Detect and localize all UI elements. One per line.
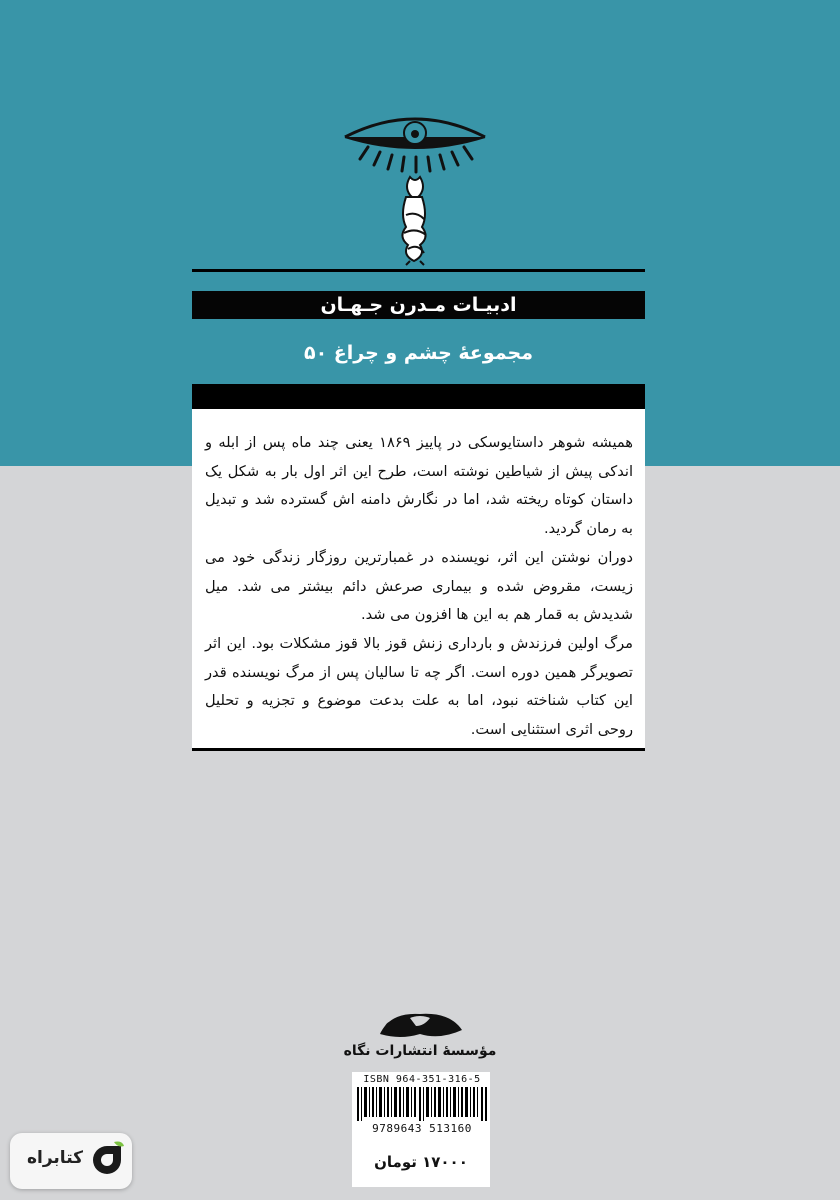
- price-label: ۱۷۰۰۰ تومان: [374, 1153, 468, 1171]
- publisher-logo-icon: [370, 1004, 470, 1044]
- blurb-text: [205, 429, 633, 745]
- collection-title: مجموعهٔ چشم و چراغ ۵۰: [303, 342, 533, 364]
- bottom-divider: [192, 748, 645, 751]
- black-bar: [192, 384, 645, 409]
- blurb-paragraph-2: دوران نوشتن این اثر، نویسنده در غمبارترین روزگار زندگی خود می زیست، مقروض شده و بیماری صرعش دائم بیشتر می شد. میل شدیدش به قمار هم به این ها افزون می شد.: [205, 548, 633, 624]
- watermark-text: کتابراه: [26, 1148, 84, 1168]
- publisher-name: مؤسسهٔ انتشارات نگاه: [343, 1043, 497, 1059]
- eye-lamp-emblem-icon: [340, 115, 490, 275]
- series-title: ادبیـات مـدرن جـهـان: [192, 291, 645, 319]
- top-divider: [192, 269, 645, 272]
- barcode-icon: [357, 1087, 487, 1121]
- blurb-paragraph-3: مرگ اولین فرزندش و بارداری زنش قوز بالا قوز مشکلات بود. این اثر تصویرگر همین دوره است. اگر چه تا سالیان پس از مرگ نویسنده قدر این کتاب شناخته نبود، اما به علت بدعت موضوع و تجزیه و تحلیل روحی اثری استثنایی است.: [205, 634, 633, 739]
- blurb-paragraph-1: همیشه شوهر داستایوسکی در پاییز ۱۸۶۹ یعنی چند ماه پس از ابله و اندکی پیش از شیاطین نوشته است، طرح این اثر اول بار به شکل یک داستان کوتاه ریخته شد، اما در نگارش دامنه اش گسترده شد و تبدیل به رمان گردید.: [205, 434, 633, 538]
- ketabrah-logo-icon: [88, 1140, 126, 1180]
- barcode-digits: 9789643 513160: [372, 1122, 472, 1135]
- isbn-label: ISBN 964-351-316-5: [363, 1074, 481, 1085]
